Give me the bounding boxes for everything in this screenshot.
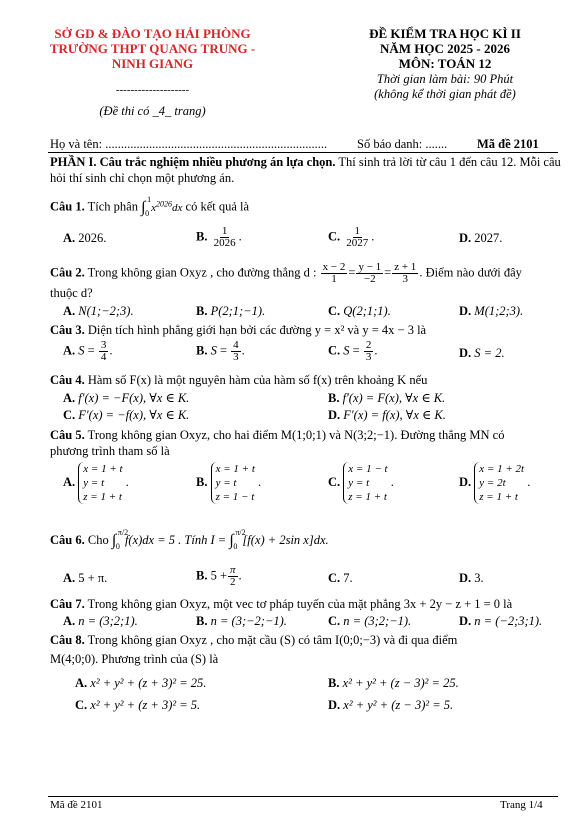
question-5: Câu 5. Trong không gian Oxyz, cho hai điểm M(1;0;1) và N(3;2;−1). Đường thẳng MN có: [50, 428, 505, 442]
q3-option-d[interactable]: D. S = 2.: [459, 346, 505, 360]
q1-option-a[interactable]: A. 2026.: [63, 231, 107, 245]
question-2: Câu 2. Trong không gian Oxyz , cho đường thẳng d : $\frac{x - 2}{1}$ = $\frac{y - 1}{-2}$ = $\frac{z + 1}{3}$ . Điểm nào dưới đây: [50, 261, 522, 285]
q8-option-a[interactable]: A. x² + y² + (z + 3)² = 25.: [75, 676, 207, 690]
header-dept: SỞ GD & ĐÀO TẠO HẢI PHÒNG: [54, 26, 251, 41]
q4-option-d[interactable]: D. F′(x) = f(x), ∀x ∈ K.: [328, 408, 446, 422]
q8-option-c[interactable]: C. x² + y² + (z + 3)² = 5.: [75, 698, 201, 712]
subject: MÔN: TOÁN 12: [398, 56, 492, 71]
header-school-2: NINH GIANG: [111, 56, 194, 71]
school-year: NĂM HỌC 2025 - 2026: [380, 41, 510, 56]
q1-option-c[interactable]: C. $\frac{1}{2027}$ .: [328, 225, 375, 249]
q4-option-a[interactable]: A. f′(x) = −F(x), ∀x ∈ K.: [63, 391, 190, 405]
q6-option-b[interactable]: B. 5 + $\frac{\pi}{2}$ .: [196, 564, 242, 588]
q2-option-b[interactable]: B. P(2;1;−1).: [196, 304, 266, 318]
q3-option-b[interactable]: B. S = $\frac{4}{3}$ .: [196, 339, 245, 363]
part1-title: PHẦN I. Câu trắc nghiệm nhiều phương án lựa chọn.: [50, 155, 336, 169]
pages-note: (Đề thi có _4_ trang): [99, 104, 206, 118]
q6-option-d[interactable]: D. 3.: [459, 571, 484, 585]
q4-option-c[interactable]: C. F′(x) = −f(x), ∀x ∈ K.: [63, 408, 190, 422]
q5-option-a[interactable]: A. x = 1 + t y = t z = 1 + t .: [63, 463, 129, 503]
name-field: Họ và tên: .......................................................................: [50, 137, 328, 151]
header-rule: [48, 152, 558, 153]
q5-option-b[interactable]: B. x = 1 + t y = t z = 1 − t .: [196, 463, 262, 503]
q7-option-d[interactable]: D. n = (−2;3;1).: [459, 614, 543, 628]
integral-sign: ∫ 1 0: [141, 194, 152, 218]
page-number: Trang 1/4: [500, 799, 543, 811]
question-7: Câu 7. Trong không gian Oxyz, một vec tơ pháp tuyến của mặt phẳng 3x + 2y − z + 1 = 0 là: [50, 597, 513, 611]
q4-option-b[interactable]: B. f′(x) = F(x), ∀x ∈ K.: [328, 391, 446, 405]
question-1: Câu 1. Tích phân ∫ 1 0 $x^{2026}dx$ có kết quả là: [50, 194, 250, 218]
question-8: Câu 8. Trong không gian Oxyz , cho mặt cầu (S) có tâm I(0;0;−3) và đi qua điểm: [50, 633, 458, 647]
question-6: Câu 6. Cho ∫ π/2 0 f(x)dx = 5 . Tính I = ∫ π/2 0 [f(x) + 2sin x]dx.: [50, 528, 329, 552]
exam-title: ĐỀ KIỂM TRA HỌC KÌ II: [369, 26, 521, 41]
q2-option-d[interactable]: D. M(1;2;3).: [459, 304, 524, 318]
question-4: Câu 4. Hàm số F(x) là một nguyên hàm của hàm số f(x) trên khoảng K nếu: [50, 373, 428, 387]
time-note: (không kể thời gian phát đề): [374, 87, 516, 101]
part1-heading: [50, 154, 565, 186]
q1-option-d[interactable]: D. 2027.: [459, 231, 503, 245]
q2-option-a[interactable]: A. N(1;−2;3).: [63, 304, 134, 318]
q8-option-b[interactable]: B. x² + y² + (z − 3)² = 25.: [328, 676, 459, 690]
q6-option-a[interactable]: A. 5 + π.: [63, 571, 108, 585]
q3-option-c[interactable]: C. S = $\frac{2}{3}$ .: [328, 339, 378, 363]
q7-option-c[interactable]: C. n = (3;2;−1).: [328, 614, 412, 628]
question-3: Câu 3. Diện tích hình phẳng giới hạn bởi các đường y = x² và y = 4x − 3 là: [50, 323, 427, 337]
q5-option-c[interactable]: C. x = 1 − t y = t z = 1 + t .: [328, 463, 394, 503]
footer-code: Mã đề 2101: [50, 799, 103, 811]
time-line: Thời gian làm bài: 90 Phút: [376, 72, 514, 86]
footer-rule: [48, 796, 558, 797]
q6-option-c[interactable]: C. 7.: [328, 571, 353, 585]
header-school: TRƯỜNG THPT QUANG TRUNG -: [49, 41, 256, 56]
q7-option-b[interactable]: B. n = (3;−2;−1).: [196, 614, 287, 628]
q3-option-a[interactable]: A. S = $\frac{3}{4}$ .: [63, 339, 113, 363]
question-2-line2: thuộc d?: [50, 286, 93, 300]
part1-instruction: Thí sinh trả lời từ câu 1 đến câu 12. Mỗi câu hỏi thí sinh chỉ chọn một phương án.: [50, 155, 561, 185]
sbd-field: Số báo danh: .......: [357, 137, 448, 151]
exam-code: Mã đề 2101: [477, 137, 539, 151]
question-5-line2: phương trình tham số là: [50, 444, 170, 458]
question-8-line2: M(4;0;0). Phương trình của (S) là: [50, 652, 219, 666]
header-dashes: --------------------: [115, 84, 190, 96]
q1-option-b[interactable]: B. $\frac{1}{2026}$ .: [196, 225, 242, 249]
q8-option-d[interactable]: D. x² + y² + (z − 3)² = 5.: [328, 698, 454, 712]
q7-option-a[interactable]: A. n = (3;2;1).: [63, 614, 138, 628]
q2-option-c[interactable]: C. Q(2;1;1).: [328, 304, 391, 318]
q5-option-d[interactable]: D. x = 1 + 2t y = 2t z = 1 + t .: [459, 463, 531, 503]
